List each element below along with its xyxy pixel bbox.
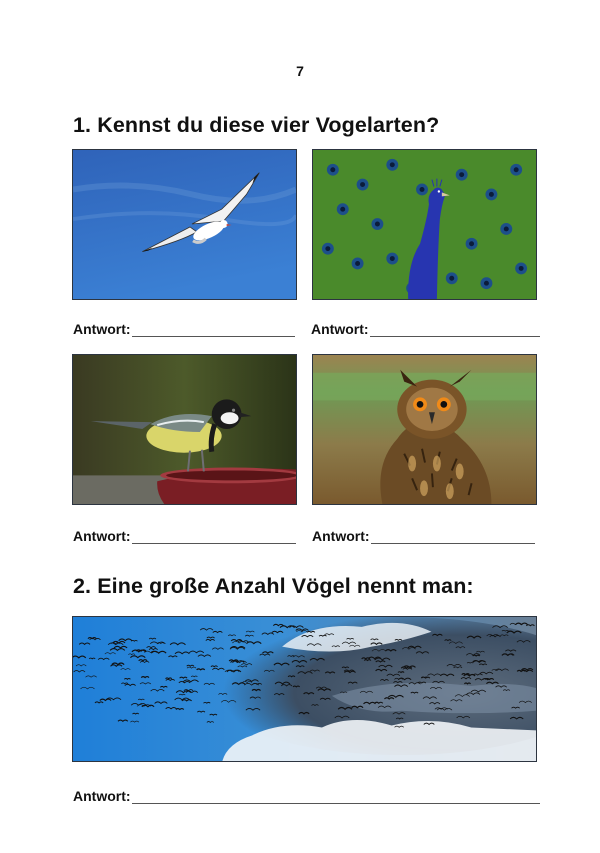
answer-field-1[interactable] — [73, 321, 295, 337]
answer-label: Antwort: — [73, 528, 131, 544]
flying-bird-silhouette — [464, 683, 470, 684]
answer-label: Antwort: — [73, 321, 131, 337]
answer-field-2[interactable] — [311, 321, 540, 337]
flying-bird-silhouette — [89, 658, 95, 659]
flying-bird-silhouette — [166, 678, 172, 679]
question-1-heading: 1. Kennst du diese vier Vogelarten? — [73, 113, 440, 137]
flying-bird-silhouette — [293, 686, 300, 687]
answer-line[interactable] — [370, 325, 540, 337]
eagle-owl-photo — [312, 354, 537, 505]
answer-label: Antwort: — [73, 788, 131, 804]
answer-line[interactable] — [132, 532, 296, 544]
flying-bird-silhouette — [398, 672, 404, 673]
answer-field-4[interactable] — [312, 528, 535, 544]
answer-line[interactable] — [371, 532, 535, 544]
page-number: 7 — [296, 63, 304, 79]
great-tit-photo — [72, 354, 297, 505]
answer-field-5[interactable] — [73, 788, 540, 804]
answer-field-3[interactable] — [73, 528, 296, 544]
flying-bird-silhouette — [364, 660, 371, 661]
answer-line[interactable] — [132, 325, 295, 337]
bird-flock-photo — [72, 616, 537, 762]
seagull-photo — [72, 149, 297, 300]
flying-bird-silhouette — [124, 678, 130, 679]
answer-label: Antwort: — [311, 321, 369, 337]
peacock-photo — [312, 149, 537, 300]
answer-label: Antwort: — [312, 528, 370, 544]
answer-line[interactable] — [132, 792, 540, 804]
question-2-heading: 2. Eine große Anzahl Vögel nennt man: — [73, 574, 474, 598]
